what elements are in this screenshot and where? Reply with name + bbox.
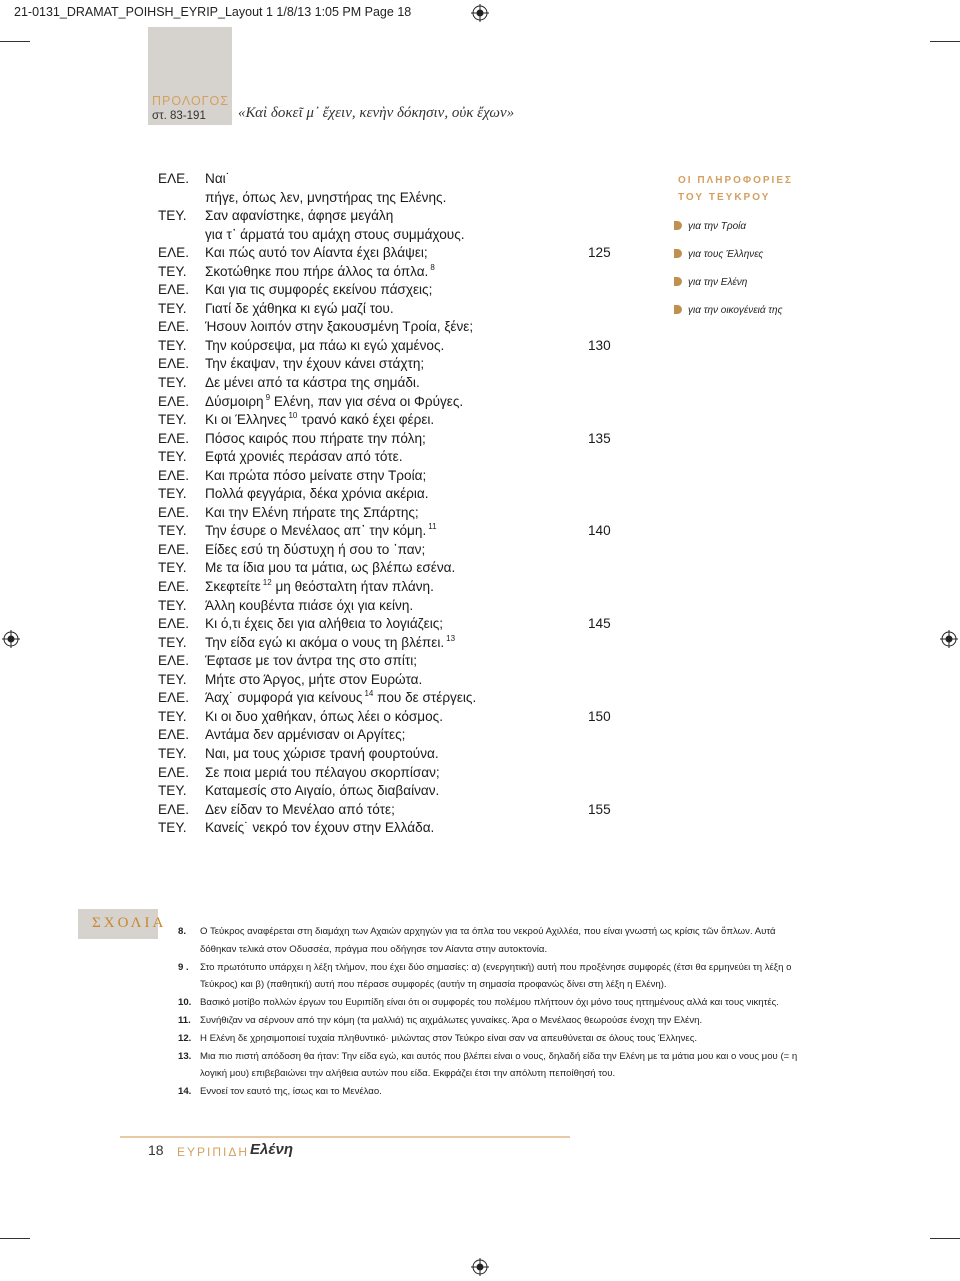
speaker-label: ΕΛΕ. [158,653,189,669]
speaker-label: ΤΕΥ. [158,337,187,353]
speaker-label: ΤΕΥ. [158,671,187,687]
verse-text: Κι ό,τι έχεις δει για αλήθεια το λογιάζεις; [205,616,444,632]
verse-range: στ. 83-191 [152,110,206,122]
speaker-label: ΕΛΕ. [158,727,189,743]
verse-text: Σκοτώθηκε που πήρε άλλος τα όπλα. $^8$ [205,262,435,279]
verse-text: Αντάμα δεν αρμένισαν οι Αργίτες; [205,727,406,743]
bullet-icon [674,221,682,230]
crop-mark [0,41,30,42]
dialogue-line [158,189,618,208]
verse-text: Και την Ελένη πήρατε της Σπάρτης; [205,504,419,520]
footer-rule [120,1136,570,1138]
verse-text: Σαν αφανίστηκε, άφησε μεγάλη [205,208,394,224]
verse-text: Έφτασε με τον άντρα της στο σπίτι; [205,653,418,669]
speaker-label: ΤΕΥ. [158,263,187,279]
scholion-text: Εννοεί τον εαυτό της, ίσως και το Μενέλαο. [200,1086,382,1098]
line-number: 155 [588,801,611,817]
verse-text: Δεν είδαν το Μενέλαο από τότε; [205,801,395,817]
dialogue-line [158,411,618,430]
sidebar-item: για την Ελένη [674,277,747,288]
bullet-icon [674,277,682,286]
speaker-label: ΕΛΕ. [158,430,189,446]
line-number: 150 [588,708,611,724]
scholion-text: Συνήθιζαν να σέρνουν από την κόμη (τα μαλλιά) τις αιχμάλωτες γυναίκες. Άρα ο Μενέλαος θεωρούσε ένοχη την Ελένη. [200,1014,703,1026]
scholion-number: 9 . [178,961,189,973]
speaker-label: ΤΕΥ. [158,745,187,761]
dialogue-line [158,393,618,412]
speaker-label: ΤΕΥ. [158,375,187,391]
dialogue-line [158,652,618,671]
scholion [178,959,800,995]
scholion-number: 8. [178,926,187,937]
verse-text: Κι οι δυο χαθήκαν, όπως λέει ο κόσμος. [205,708,443,724]
verse-text: Σκεφτείτε $^{12}$ μη θεόσταλτη ήταν πλάνη. [205,578,434,595]
speaker-label: ΤΕΥ. [158,597,187,613]
speaker-label: ΕΛΕ. [158,245,189,261]
speaker-label: ΕΛΕ. [158,467,189,483]
speaker-label: ΕΛΕ. [158,393,189,409]
scholion-number: 13. [178,1050,192,1062]
line-number: 145 [588,616,611,632]
dialogue-line [158,522,618,541]
verse-text: Εφτά χρονιές περάσαν από τότε. [205,449,403,465]
scholion [178,1083,800,1101]
speaker-label: ΕΛΕ. [158,764,189,780]
dialogue-line [158,597,618,616]
speaker-label: ΕΛΕ. [158,579,189,595]
footnote-ref: 8 [430,262,435,272]
verse-text: Άλλη κουβέντα πιάσε όχι για κείνη. [205,597,414,613]
verse-text: Γιατί δε χάθηκα κι εγώ μαζί του. [205,300,394,316]
crop-mark [0,1238,30,1239]
footnote-ref: 9 [265,392,271,402]
scholion [178,1012,800,1030]
speaker-label: ΕΛΕ. [158,690,189,706]
dialogue-line [158,559,618,578]
dialogue-line [158,541,618,560]
dialogue-line [158,263,618,282]
verse-text: Σε ποια μεριά του πέλαγου σκορπίσαν; [205,764,440,780]
bullet-icon [674,305,682,314]
footnote-ref: 10 [288,411,298,421]
speaker-label: ΕΛΕ. [158,616,189,632]
dialogue-line [158,226,618,245]
dialogue-line [158,708,618,727]
speaker-label: ΕΛΕ. [158,356,189,372]
verse-text: Δε μένει από τα κάστρα της σημάδι. [205,375,420,391]
line-number: 140 [588,523,611,539]
verse-text: Κι οι Έλληνες $^{10}$ τρανό κακό έχει φέρει. [205,411,435,428]
scholion-text: Μια πιο πιστή απόδοση θα ήταν: Την είδα εγώ, και αυτός που βλέπει είναι ο νους, δηλαδή είδα την Ελένη με τα μάτια μου και ο νους μου (= η λογική μου) επιβεβαιώνει την αλήθεια αυτών που είδα. Εκφράζει έτσι την απόλυτη πεποίθησή του. [200,1050,798,1080]
registration-mark-left-icon [2,630,20,648]
sidebar-item: για την οικογένειά της [674,305,782,316]
footnote-ref: 11 [428,522,437,532]
dialogue-line [158,819,618,838]
registration-mark-bottom-icon [471,1258,489,1276]
speaker-label: ΤΕΥ. [158,820,187,836]
dialogue-line [158,801,618,820]
verse-text: Ναι, μα τους χώρισε τρανή φουρτούνα. [205,745,439,761]
speaker-label: ΕΛΕ. [158,282,189,298]
dialogue-line [158,244,618,263]
scholion-text: Στο πρωτότυπο υπάρχει η λέξη τλήμον, που έχει δύο σημασίες: α) (ενεργητική) αυτή που προξένησε συμφορές (έτσι θα ερμηνεύει τη λέξη ο Τεύκρος) και β) (παθητική) αυτή που πέρασε συμφορές (αυτήν τη σημασία προφανώς δίνει στη λέξη η Ελένη). [200,961,792,991]
section-title: ΠΡΟΛΟΓΟΣ [152,94,230,108]
footnote-ref: 12 [262,578,272,588]
speaker-label: ΕΛΕ. [158,801,189,817]
verse-text: Και για τις συμφορές εκείνου πάσχεις; [205,282,433,298]
dialogue-line [158,726,618,745]
verse-text: Την κούρσεψα, μα πάω κι εγώ χαμένος. [205,337,445,353]
dialogue-line [158,318,618,337]
crop-mark [930,41,960,42]
verse-text: Και πώς αυτό τον Αίαντα έχει βλάψει; [205,245,428,261]
dialogue-line [158,374,618,393]
page-number: 18 [148,1142,164,1158]
scholion-text: Βασικό μοτίβο πολλών έργων του Ευριπίδη είναι ότι οι συμφορές του πολέμου πλήττουν όχι μόνο τους ηττημένους αλλά και τους νικητές. [200,997,779,1009]
line-number: 135 [588,430,611,446]
sidebar-item: για τους Έλληνες [674,249,763,260]
speaker-label: ΤΕΥ. [158,412,187,428]
verse-text: Ναι˙ [205,171,231,186]
speaker-label: ΕΛΕ. [158,504,189,520]
verse-text: Πολλά φεγγάρια, δέκα χρόνια ακέρια. [205,486,429,502]
scholion [178,994,800,1012]
footnote-ref: 13 [446,633,456,643]
dialogue-line [158,782,618,801]
scholion-text: Η Ελένη δε χρησιμοποιεί τυχαία πληθυντικό· μιλώντας στον Τεύκρο είναι σαν να απευθύνεται σε όλους τους Έλληνες. [200,1032,697,1044]
verse-text: Ήσουν λοιπόν στην ξακουσμένη Τροία, ξένε; [205,319,474,335]
dialogue-line [158,170,618,189]
author-name: ΕΥΡΙΠΙΔΗ [177,1145,250,1159]
line-number: 125 [588,245,611,261]
scholion [178,1048,800,1084]
sidebar-title: ΟΙ ΠΛΗΡΟΦΟΡΙΕΣ ΤΟΥ ΤΕΥΚΡΟΥ [678,175,794,203]
speaker-label: ΤΕΥ. [158,449,187,465]
dialogue-line [158,504,618,523]
dialogue-line [158,448,618,467]
verse-text: Καταμεσίς στο Αιγαίο, όπως διαβαίναν. [205,783,440,799]
epigraph-quote: «Καὶ δοκεῖ μ᾽ ἔχειν, κενὴν δόκησιν, οὐκ ἔχων» [238,105,515,121]
dialogue-line [158,355,618,374]
verse-text: Είδες εσύ τη δύστυχη ή σου το ᾽παν; [205,541,426,557]
scholion-number: 12. [178,1032,192,1044]
speaker-label: ΤΕΥ. [158,560,187,576]
verse-text: πήγε, όπως λεν, μνηστήρας της Ελένης. [205,189,447,205]
verse-text: Την έσυρε ο Μενέλαος απ᾽ την κόμη. $^{11}$ [205,522,437,539]
dialogue-line [158,578,618,597]
dialogue-line [158,300,618,319]
speaker-label: ΤΕΥ. [158,708,187,724]
dialogue-line [158,281,618,300]
registration-mark-top-icon [471,4,489,22]
speaker-label: ΤΕΥ. [158,300,187,316]
line-number: 130 [588,337,611,353]
verse-text: Και πρώτα πόσο μείνατε στην Τροία; [205,467,427,483]
scholia-notes [178,923,800,1101]
dialogue-line [158,689,618,708]
dialogue-line [158,671,618,690]
speaker-label: ΤΕΥ. [158,634,187,650]
speaker-label: ΕΛΕ. [158,319,189,335]
verse-text: Την είδα εγώ κι ακόμα ο νους τη βλέπει. $^{13}$ [205,633,456,650]
scholion [178,1030,800,1048]
print-slug: 21-0131_DRAMAT_POIHSH_EYRIP_Layout 1 1/8/13 1:05 PM Page 18 [14,5,412,19]
speaker-label: ΕΛΕ. [158,541,189,557]
scholion-number: 14. [178,1086,192,1098]
dialogue-line [158,207,618,226]
scholion-text: Ο Τεύκρος αναφέρεται στη διαμάχη των Αχαιών αρχηγών για τα όπλα του νεκρού Αχιλλέα, που είναι γνωστή ως κρίσις τῶν ὅπλων. Αυτά δόθηκαν τελικά στον Οδυσσέα, πράγμα που οδήγησε τον Αίαντα στην αυτοκτονία. [200,926,776,955]
verse-text: Με τα ίδια μου τα μάτια, ως βλέπω εσένα. [205,560,456,576]
verse-text: Μήτε στο Άργος, μήτε στον Ευρώτα. [205,671,423,687]
dialogue-line [158,634,618,653]
scholion [178,923,800,959]
speaker-label: ΤΕΥ. [158,208,187,224]
speaker-label: ΤΕΥ. [158,486,187,502]
verse-text: Πόσος καιρός που πήρατε την πόλη; [205,430,426,446]
dialogue-line [158,615,618,634]
speaker-label: ΤΕΥ. [158,783,187,799]
speaker-label: ΕΛΕ. [158,171,189,186]
speaker-label: ΤΕΥ. [158,523,187,539]
scholion-number: 11. [178,1014,191,1026]
crop-mark [930,1238,960,1239]
verse-text: για τ᾽ άρματά του αμάχη στους συμμάχους. [205,226,465,242]
registration-mark-right-icon [940,630,958,648]
sidebar-item: για την Τροία [674,221,746,232]
scholia-title: ΣΧΟΛΙΑ [92,915,167,931]
dialogue-text [158,170,618,838]
footnote-ref: 14 [364,689,374,699]
dialogue-line [158,430,618,449]
verse-text: Την έκαψαν, την έχουν κάνει στάχτη; [205,356,425,372]
scholion-number: 10. [178,997,192,1009]
dialogue-line [158,745,618,764]
dialogue-line [158,485,618,504]
dialogue-line [158,467,618,486]
dialogue-line [158,337,618,356]
verse-text: Άαχ˙ συμφορά για κείνους $^{14}$ που δε στέργεις. [205,689,477,706]
work-title: Ελένη [250,1141,294,1158]
verse-text: Δύσμοιρη $^9$ Ελένη, παν για σένα οι Φρύγες. [205,392,464,409]
dialogue-line [158,764,618,783]
bullet-icon [674,249,682,258]
verse-text: Κανείς˙ νεκρό τον έχουν στην Ελλάδα. [205,820,435,836]
